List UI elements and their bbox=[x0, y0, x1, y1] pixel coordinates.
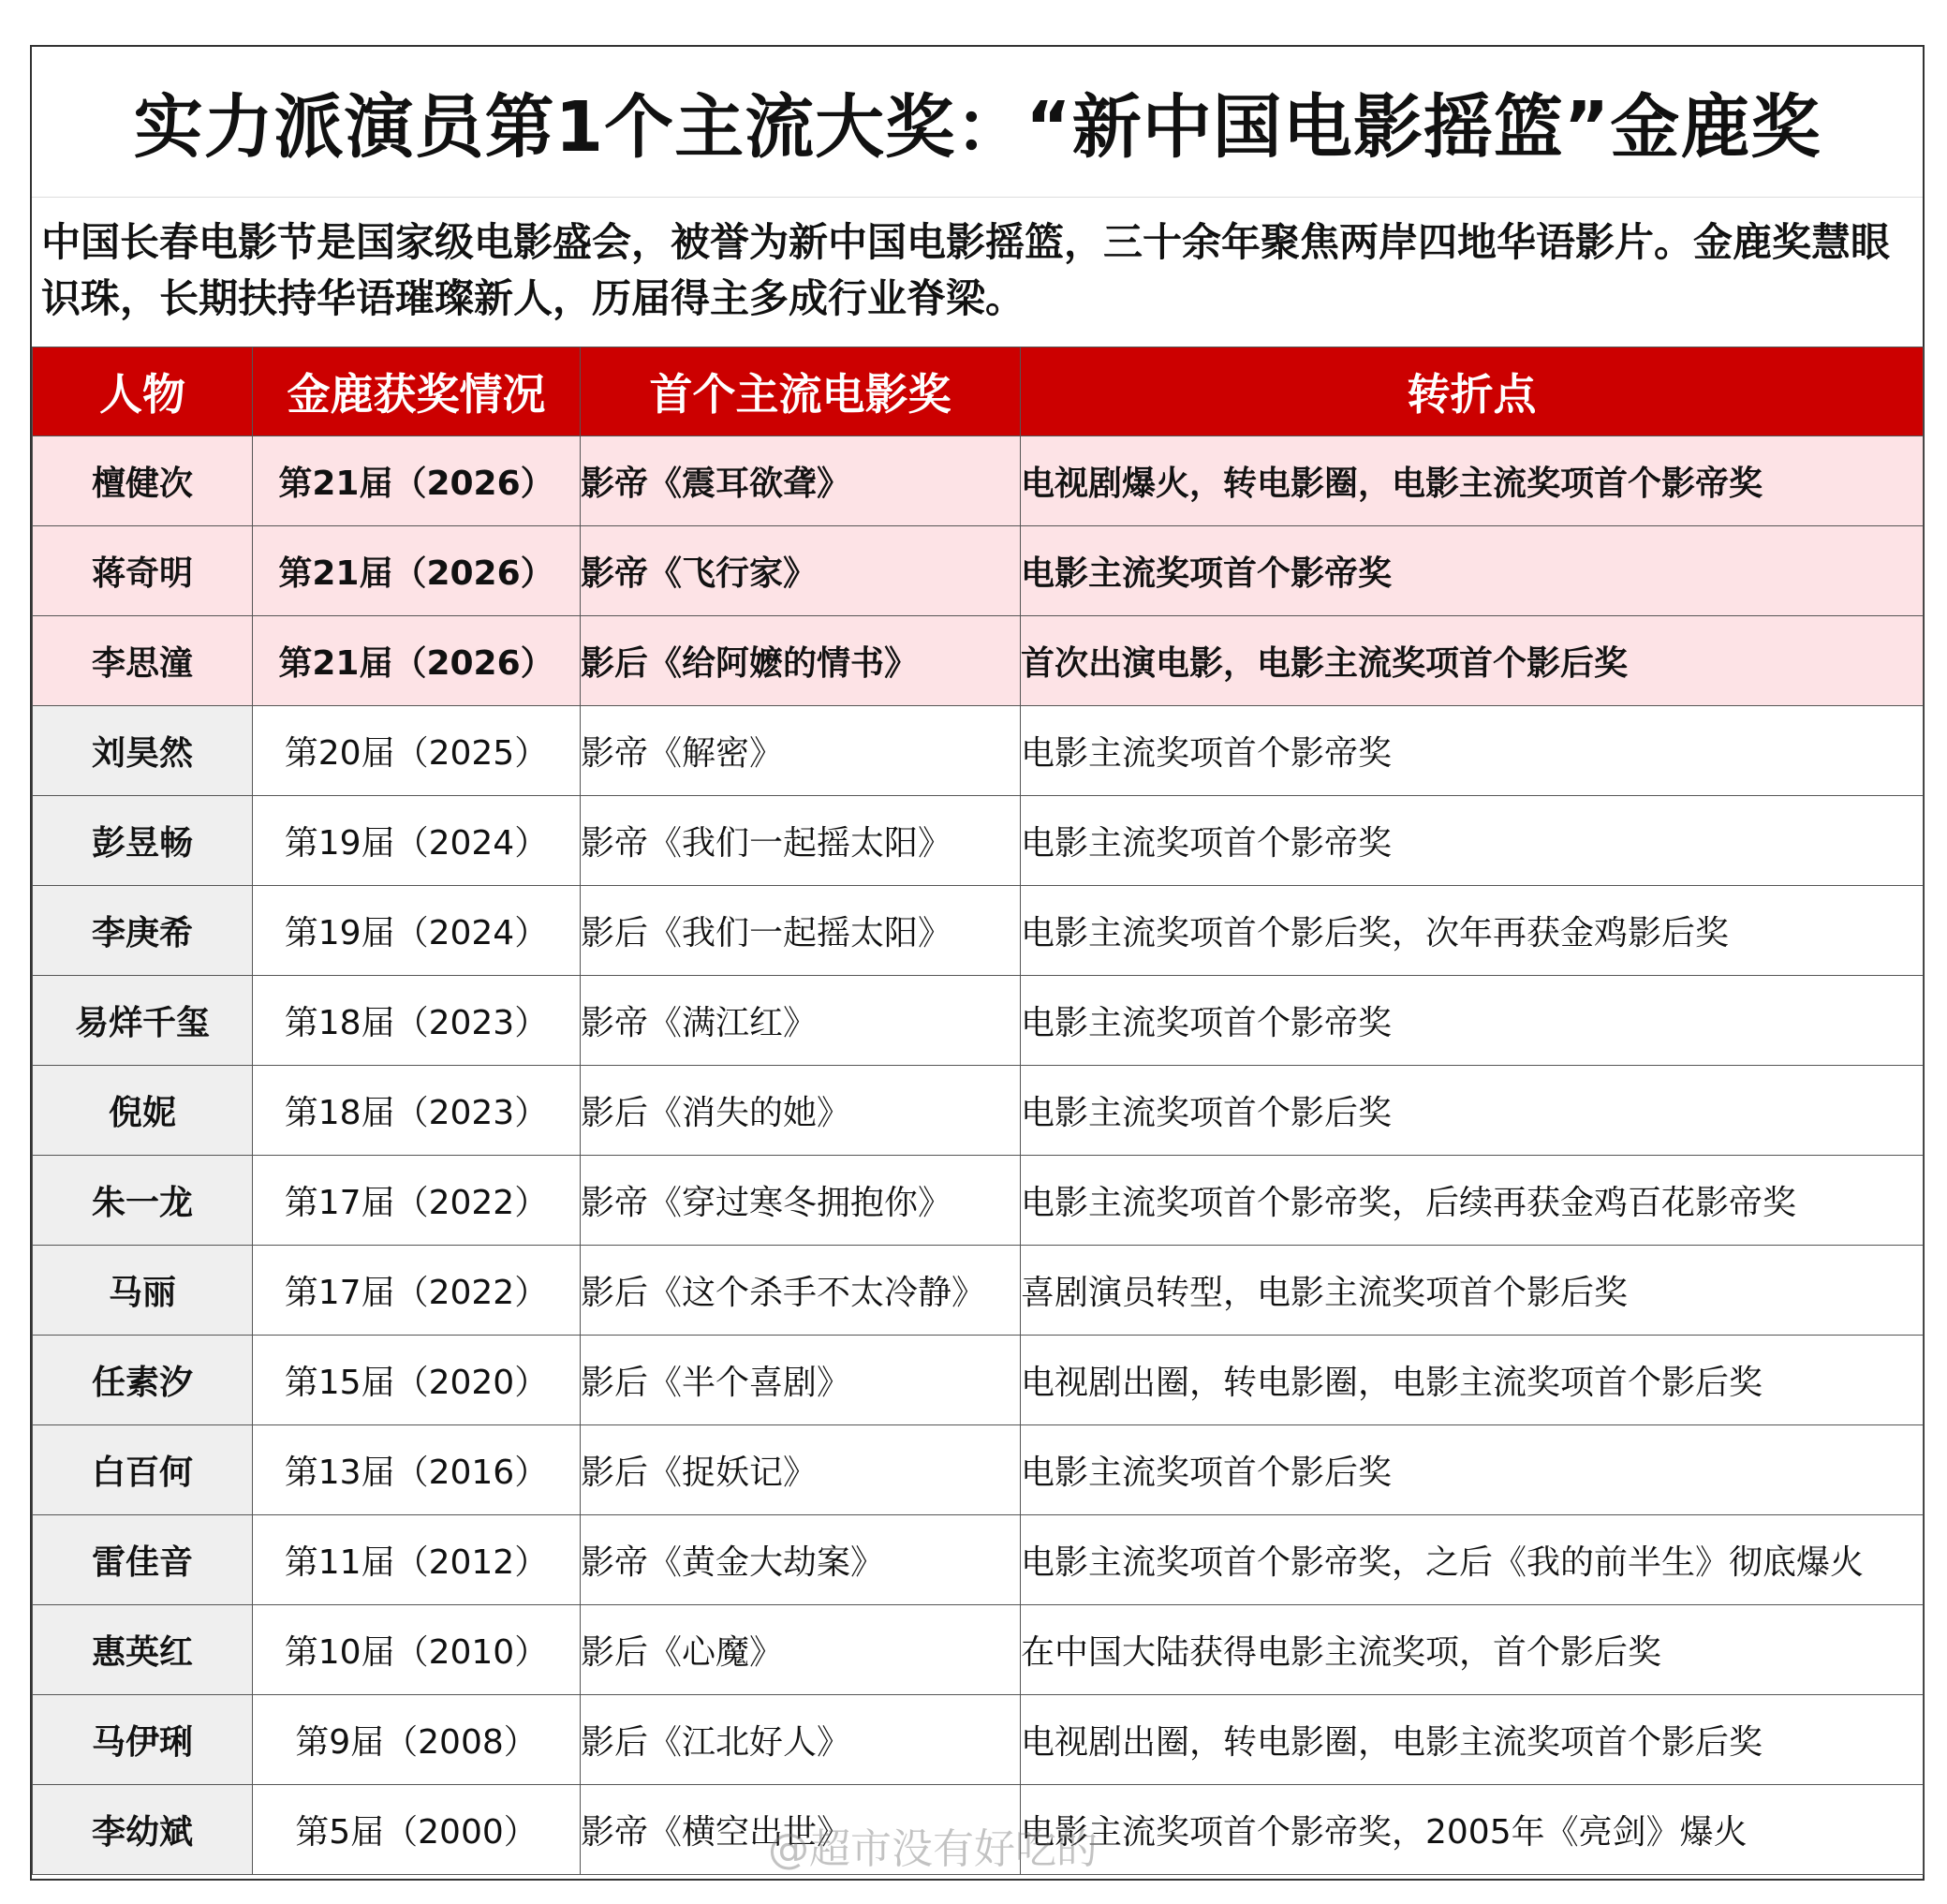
turning-point-cell: 电影主流奖项首个影后奖 bbox=[1021, 1425, 1924, 1515]
award-edition-cell: 第5届（2000） bbox=[253, 1785, 581, 1875]
header-golden-deer-award: 金鹿获奖情况 bbox=[253, 347, 581, 436]
first-award-film-cell: 影后《捉妖记》 bbox=[581, 1425, 1021, 1515]
table-row bbox=[33, 1515, 1924, 1605]
turning-point-cell: 在中国大陆获得电影主流奖项，首个影后奖 bbox=[1021, 1605, 1924, 1695]
turning-point-cell: 喜剧演员转型，电影主流奖项首个影后奖 bbox=[1021, 1246, 1924, 1336]
watermark: @超市没有好吃的 bbox=[768, 1825, 1098, 1873]
table-row bbox=[33, 1425, 1924, 1515]
table-row bbox=[33, 436, 1924, 526]
turning-point-cell: 电视剧出圈，转电影圈，电影主流奖项首个影后奖 bbox=[1021, 1695, 1924, 1785]
awards-table bbox=[32, 347, 1924, 1875]
award-edition-cell: 第21届（2026） bbox=[253, 436, 581, 526]
turning-point-cell: 电影主流奖项首个影帝奖 bbox=[1021, 526, 1924, 616]
award-edition-cell: 第18届（2023） bbox=[253, 976, 581, 1066]
actor-name-cell: 易烊千玺 bbox=[33, 976, 253, 1066]
actor-name-cell: 朱一龙 bbox=[33, 1156, 253, 1246]
actor-name-cell: 彭昱畅 bbox=[33, 796, 253, 886]
turning-point-cell: 电视剧爆火，转电影圈，电影主流奖项首个影帝奖 bbox=[1021, 436, 1924, 526]
first-award-film-cell: 影帝《飞行家》 bbox=[581, 526, 1021, 616]
award-edition-cell: 第9届（2008） bbox=[253, 1695, 581, 1785]
first-award-film-cell: 影帝《横空出世》 bbox=[581, 1785, 1021, 1875]
first-award-film-cell: 影后《给阿嬷的情书》 bbox=[581, 616, 1021, 706]
actor-name-cell: 马丽 bbox=[33, 1246, 253, 1336]
page-title: 实力派演员第1个主流大奖：“新中国电影摇篮”金鹿奖 bbox=[133, 87, 1822, 168]
actor-name-cell: 惠英红 bbox=[33, 1605, 253, 1695]
actor-name-cell: 檀健次 bbox=[33, 436, 253, 526]
turning-point-cell: 电视剧出圈，转电影圈，电影主流奖项首个影后奖 bbox=[1021, 1336, 1924, 1425]
award-edition-cell: 第11届（2012） bbox=[253, 1515, 581, 1605]
award-edition-cell: 第17届（2022） bbox=[253, 1156, 581, 1246]
award-edition-cell: 第13届（2016） bbox=[253, 1425, 581, 1515]
turning-point-cell: 电影主流奖项首个影后奖，次年再获金鸡影后奖 bbox=[1021, 886, 1924, 976]
table-header-row bbox=[33, 347, 1924, 436]
first-award-film-cell: 影后《心魔》 bbox=[581, 1605, 1021, 1695]
table-row bbox=[33, 1605, 1924, 1695]
table-row bbox=[33, 1695, 1924, 1785]
actor-name-cell: 倪妮 bbox=[33, 1066, 253, 1156]
table-body bbox=[33, 436, 1924, 1875]
table-row bbox=[33, 616, 1924, 706]
award-edition-cell: 第15届（2020） bbox=[253, 1336, 581, 1425]
first-award-film-cell: 影后《我们一起摇太阳》 bbox=[581, 886, 1021, 976]
turning-point-cell: 电影主流奖项首个影帝奖 bbox=[1021, 796, 1924, 886]
table-row bbox=[33, 1066, 1924, 1156]
award-edition-cell: 第20届（2025） bbox=[253, 706, 581, 796]
table-row bbox=[33, 796, 1924, 886]
table-row bbox=[33, 886, 1924, 976]
table-row bbox=[33, 1336, 1924, 1425]
award-edition-cell: 第21届（2026） bbox=[253, 526, 581, 616]
actor-name-cell: 李庚希 bbox=[33, 886, 253, 976]
first-award-film-cell: 影后《半个喜剧》 bbox=[581, 1336, 1021, 1425]
actor-name-cell: 刘昊然 bbox=[33, 706, 253, 796]
award-edition-cell: 第19届（2024） bbox=[253, 796, 581, 886]
infographic-frame bbox=[30, 45, 1925, 1881]
header-turning-point: 转折点 bbox=[1021, 347, 1924, 436]
table-row bbox=[33, 1246, 1924, 1336]
award-edition-cell: 第18届（2023） bbox=[253, 1066, 581, 1156]
actor-name-cell: 白百何 bbox=[33, 1425, 253, 1515]
first-award-film-cell: 影后《消失的她》 bbox=[581, 1066, 1021, 1156]
actor-name-cell: 李思潼 bbox=[33, 616, 253, 706]
table-row bbox=[33, 706, 1924, 796]
first-award-film-cell: 影后《这个杀手不太冷静》 bbox=[581, 1246, 1021, 1336]
title-bar bbox=[32, 47, 1923, 198]
first-award-film-cell: 影帝《我们一起摇太阳》 bbox=[581, 796, 1021, 886]
table-row bbox=[33, 526, 1924, 616]
actor-name-cell: 马伊琍 bbox=[33, 1695, 253, 1785]
header-first-major-award: 首个主流电影奖 bbox=[581, 347, 1021, 436]
award-edition-cell: 第19届（2024） bbox=[253, 886, 581, 976]
first-award-film-cell: 影帝《黄金大劫案》 bbox=[581, 1515, 1021, 1605]
first-award-film-cell: 影帝《穿过寒冬拥抱你》 bbox=[581, 1156, 1021, 1246]
turning-point-cell: 首次出演电影，电影主流奖项首个影后奖 bbox=[1021, 616, 1924, 706]
table-row bbox=[33, 1156, 1924, 1246]
award-edition-cell: 第10届（2010） bbox=[253, 1605, 581, 1695]
turning-point-cell: 电影主流奖项首个影帝奖，之后《我的前半生》彻底爆火 bbox=[1021, 1515, 1924, 1605]
table-row bbox=[33, 976, 1924, 1066]
table-row bbox=[33, 1785, 1924, 1875]
turning-point-cell: 电影主流奖项首个影帝奖，2005年《亮剑》爆火 bbox=[1021, 1785, 1924, 1875]
award-edition-cell: 第17届（2022） bbox=[253, 1246, 581, 1336]
actor-name-cell: 雷佳音 bbox=[33, 1515, 253, 1605]
actor-name-cell: 李幼斌 bbox=[33, 1785, 253, 1875]
turning-point-cell: 电影主流奖项首个影后奖 bbox=[1021, 1066, 1924, 1156]
first-award-film-cell: 影帝《满江红》 bbox=[581, 976, 1021, 1066]
first-award-film-cell: 影帝《解密》 bbox=[581, 706, 1021, 796]
actor-name-cell: 蒋奇明 bbox=[33, 526, 253, 616]
intro-paragraph: 中国长春电影节是国家级电影盛会，被誉为新中国电影摇篮，三十余年聚焦两岸四地华语影片。金鹿奖慧眼识珠，长期扶持华语璀璨新人，历届得主多成行业脊梁。 bbox=[41, 219, 1891, 321]
turning-point-cell: 电影主流奖项首个影帝奖 bbox=[1021, 706, 1924, 796]
first-award-film-cell: 影后《江北好人》 bbox=[581, 1695, 1021, 1785]
first-award-film-cell: 影帝《震耳欲聋》 bbox=[581, 436, 1021, 526]
actor-name-cell: 任素汐 bbox=[33, 1336, 253, 1425]
award-edition-cell: 第21届（2026） bbox=[253, 616, 581, 706]
turning-point-cell: 电影主流奖项首个影帝奖 bbox=[1021, 976, 1924, 1066]
header-person: 人物 bbox=[33, 347, 253, 436]
turning-point-cell: 电影主流奖项首个影帝奖，后续再获金鸡百花影帝奖 bbox=[1021, 1156, 1924, 1246]
